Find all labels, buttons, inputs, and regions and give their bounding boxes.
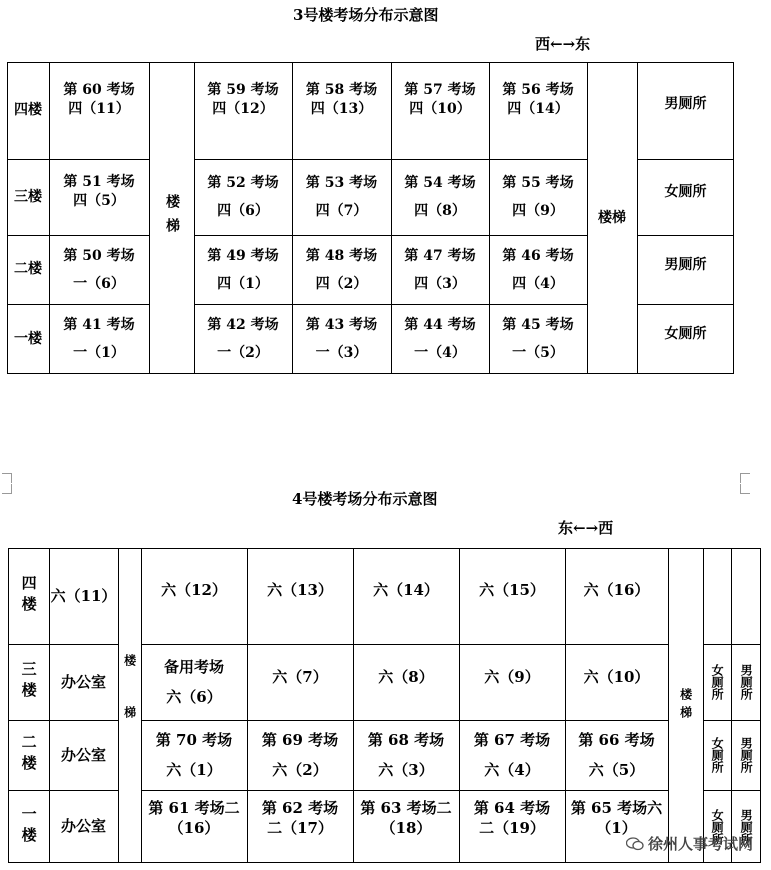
exam-room-cell: 第 48 考场 四（2）: [305, 247, 378, 292]
exam-room-cell: 第 42 考场 一（2）: [207, 317, 279, 361]
exam-room-cell: 第 63 考场二 （18）: [360, 798, 452, 837]
exam-room-cell: 六（8）: [378, 667, 434, 686]
exam-room-cell: 第 49 考场 四（1）: [207, 247, 279, 292]
exam-room-cell: 第 62 考场 二（17）: [261, 798, 339, 837]
stairs-left: 楼梯: [122, 653, 137, 758]
exam-room-cell: 第 66 考场 六（5）: [578, 731, 655, 779]
building4-direction: 东←→西: [558, 519, 614, 537]
exam-room-cell: 第 43 考场 一（3）: [305, 317, 378, 361]
exam-room-cell: 第 67 考场 六（4）: [473, 731, 551, 779]
exam-room-cell: 第 57 考场 四（10）: [404, 82, 476, 117]
office-cell: 办公室: [60, 817, 106, 836]
watermark: 徐州人事考试网: [626, 833, 753, 854]
building3-title: 3号楼考场分布示意图: [293, 6, 439, 24]
exam-room-cell: 第 44 考场 一（4）: [404, 317, 476, 361]
stairs-right: 楼梯: [598, 209, 626, 226]
exam-room-cell: 第 64 考场 二（19）: [473, 798, 551, 837]
stairs-right: 楼梯: [678, 687, 693, 724]
page-corner-mark: [740, 484, 750, 494]
wechat-icon: [626, 837, 644, 851]
floor-label-3: 三楼: [19, 661, 38, 703]
exam-room-cell: 第 46 考场 四（4）: [502, 247, 574, 292]
building3-direction: 西←→东: [535, 35, 591, 53]
toilet-male: 男厕所: [664, 256, 707, 273]
toilet-male: 男厕所: [739, 808, 754, 845]
page-corner-mark: [2, 484, 12, 494]
floor-label-1: 一楼: [14, 330, 42, 347]
office-cell: 办公室: [60, 672, 106, 691]
exam-room-cell: 第 51 考场 四（5）: [63, 174, 135, 209]
exam-room-cell: 六（14）: [373, 580, 439, 599]
exam-room-cell: 六（10）: [583, 667, 650, 686]
exam-room-cell: 第 70 考场 六（1）: [155, 731, 233, 779]
exam-room-cell: 第 50 考场 一（6）: [63, 247, 135, 292]
exam-room-cell: 第 69 考场 六（2）: [261, 731, 339, 779]
toilet-female: 女厕所: [710, 664, 725, 700]
exam-room-cell: 第 55 考场 四（9）: [502, 175, 574, 219]
floor-label-2: 二楼: [14, 261, 42, 278]
exam-room-cell: 第 56 考场 四（14）: [502, 82, 574, 117]
floor-label-1: 一楼: [19, 805, 38, 848]
exam-room-cell: 第 47 考场 四（3）: [404, 247, 476, 292]
toilet-female: 女厕所: [710, 737, 725, 773]
floor-label-4: 四楼: [19, 575, 38, 617]
building4-title: 4号楼考场分布示意图: [292, 490, 438, 508]
exam-room-cell: 第 65 考场六 （1）: [570, 798, 663, 837]
floor-label-3: 三楼: [14, 188, 42, 205]
exam-room-cell: 六（15）: [479, 580, 545, 599]
floor-label-2: 二楼: [19, 734, 38, 776]
toilet-male: 男厕所: [739, 664, 754, 700]
exam-room-cell: 第 53 考场 四（7）: [305, 175, 378, 219]
floor-label-4: 四楼: [14, 102, 42, 119]
exam-room-cell: 第 68 考场 六（3）: [367, 731, 445, 779]
exam-room-cell: 六（16）: [583, 580, 650, 599]
toilet-female: 女厕所: [710, 808, 725, 845]
exam-room-cell: 六（7）: [272, 667, 328, 686]
exam-room-cell: 六（12）: [161, 580, 227, 599]
toilet-male: 男厕所: [664, 95, 707, 112]
exam-room-cell: 第 45 考场 一（5）: [502, 317, 574, 361]
room-cell: 六（11）: [50, 586, 117, 605]
exam-room-cell: 第 61 考场二 （16）: [148, 798, 240, 837]
exam-room-cell: 备用考场 六（6）: [163, 658, 224, 706]
exam-room-cell: 第 41 考场 一（1）: [63, 317, 135, 361]
page-corner-mark: [740, 473, 750, 483]
exam-room-cell: 第 60 考场 四（11）: [63, 82, 135, 117]
exam-room-cell: 第 58 考场 四（13）: [305, 82, 378, 117]
page-corner-mark: [2, 473, 12, 483]
exam-room-cell: 第 52 考场 四（6）: [207, 175, 279, 219]
exam-room-cell: 第 54 考场 四（8）: [404, 175, 476, 219]
exam-room-cell: 六（13）: [267, 580, 333, 599]
toilet-female: 女厕所: [664, 325, 707, 342]
exam-room-cell: 第 59 考场 四（12）: [207, 82, 279, 117]
stairs-left: 楼梯: [163, 194, 180, 242]
toilet-male: 男厕所: [739, 737, 754, 773]
toilet-female: 女厕所: [664, 183, 707, 200]
office-cell: 办公室: [60, 745, 106, 764]
exam-room-cell: 六（9）: [484, 667, 540, 686]
